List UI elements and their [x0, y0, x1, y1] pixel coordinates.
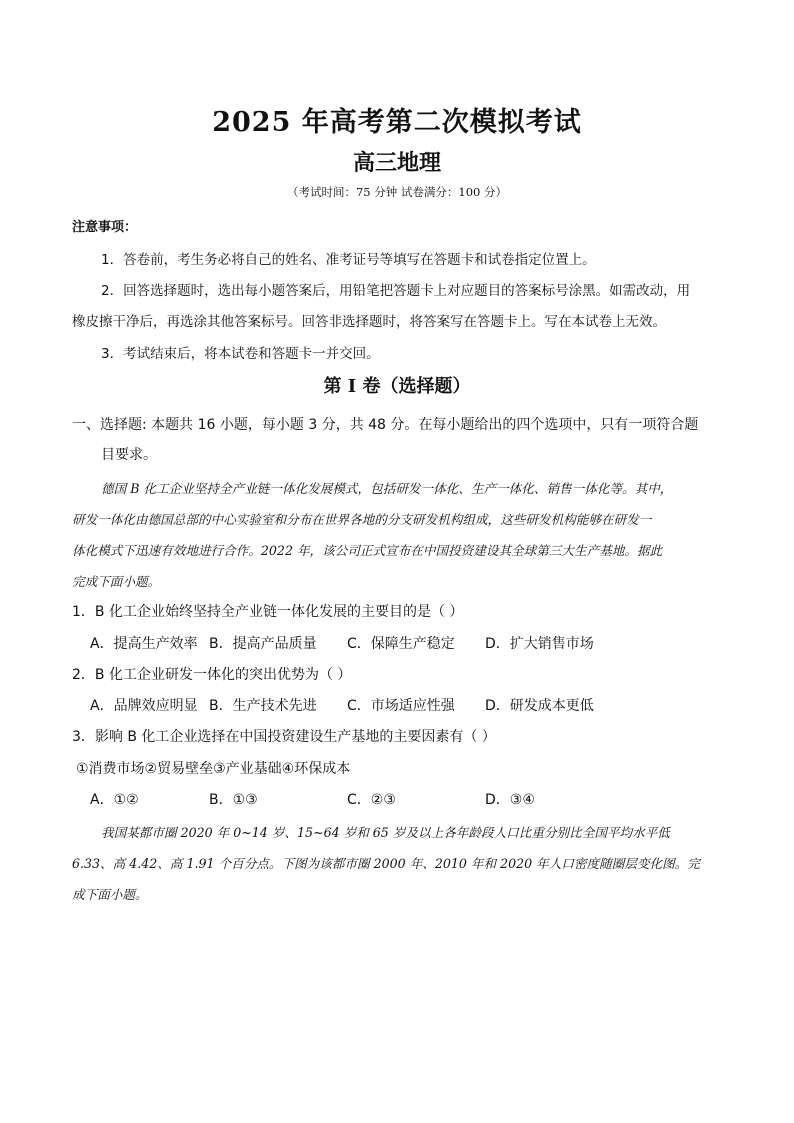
- option-b: B．①③: [209, 792, 258, 808]
- note-item: 1．答卷前，考生务必将自己的姓名、准考证号等填写在答题卡和试卷指定位置上。: [101, 252, 596, 268]
- passage-line: 体化模式下迅速有效地进行合作。2022 年，该公司正式宣布在中国投资建设其全球第三大生产基地。据此: [72, 543, 663, 558]
- section-instruction: 一、选择题: 本题共 16 小题，每小题 3 分，共 48 分。在每小题给出的四个选项中，只有一项符合题: [72, 417, 699, 433]
- option-b: B．生产技术先进: [209, 698, 317, 714]
- option-b: B．提高产品质量: [209, 636, 317, 652]
- option-a: A．提高生产效率: [90, 636, 198, 652]
- section-title: 第 I 卷（选择题）: [323, 376, 471, 397]
- section-instruction: 目要求。: [101, 447, 157, 463]
- passage-line: 德国 B 化工企业坚持全产业链一体化发展模式，包括研发一体化、生产一体化、销售一体化等。其中，: [101, 481, 673, 496]
- exam-info: （考试时间：75 分钟 试卷满分：100 分）: [286, 185, 508, 199]
- note-item: 橡皮擦干净后，再选涂其他答案标号。回答非选择题时，将答案写在答题卡上。写在本试卷上无效。: [72, 314, 666, 330]
- note-item: 3．考试结束后，将本试卷和答题卡一并交回。: [101, 346, 380, 362]
- option-c: C．②③: [347, 792, 396, 808]
- passage-line: 完成下面小题。: [72, 574, 161, 589]
- notes-heading: 注意事项：: [72, 220, 138, 235]
- option-c: C．市场适应性强: [347, 698, 455, 714]
- exam-subtitle: 高三地理: [352, 150, 441, 176]
- passage-line: 我国某都市圈 2020 年 0~14 岁、15~64 岁和 65 岁及以上各年龄段人口比重分别比全国平均水平低: [101, 825, 670, 840]
- passage-line: 研发一体化由德国总部的中心实验室和分布在世界各地的分支研发机构组成，这些研发机构能够在研发一: [72, 512, 652, 527]
- question-stem: 1．B 化工企业始终坚持全产业链一体化发展的主要目的是（ ）: [72, 604, 464, 620]
- question-stem: 3．影响 B 化工企业选择在中国投资建设生产基地的主要因素有（ ）: [72, 729, 496, 745]
- option-d: D．扩大销售市场: [485, 636, 594, 652]
- option-d: D．研发成本更低: [485, 698, 594, 714]
- option-d: D．③④: [485, 792, 535, 808]
- question-stem: 2．B 化工企业研发一体化的突出优势为（ ）: [72, 667, 352, 683]
- option-a: A．①②: [90, 792, 139, 808]
- option-c: C．保障生产稳定: [347, 636, 455, 652]
- question-statements: ①消费市场②贸易壁垒③产业基础④环保成本: [76, 761, 351, 777]
- exam-title: 2025 年高考第二次模拟考试: [212, 107, 582, 138]
- passage-line: 6.33、高 4.42、高 1.91 个百分点。下图为该都市圈 2000 年、2010 年和 2020 年人口密度随圈层变化图。完: [72, 856, 700, 871]
- passage-line: 成下面小题。: [72, 887, 148, 902]
- note-item: 2．回答选择题时，选出每小题答案后，用铅笔把答题卡上对应题目的答案标号涂黑。如需改动，用: [101, 283, 691, 299]
- option-a: A．品牌效应明显: [90, 698, 198, 714]
